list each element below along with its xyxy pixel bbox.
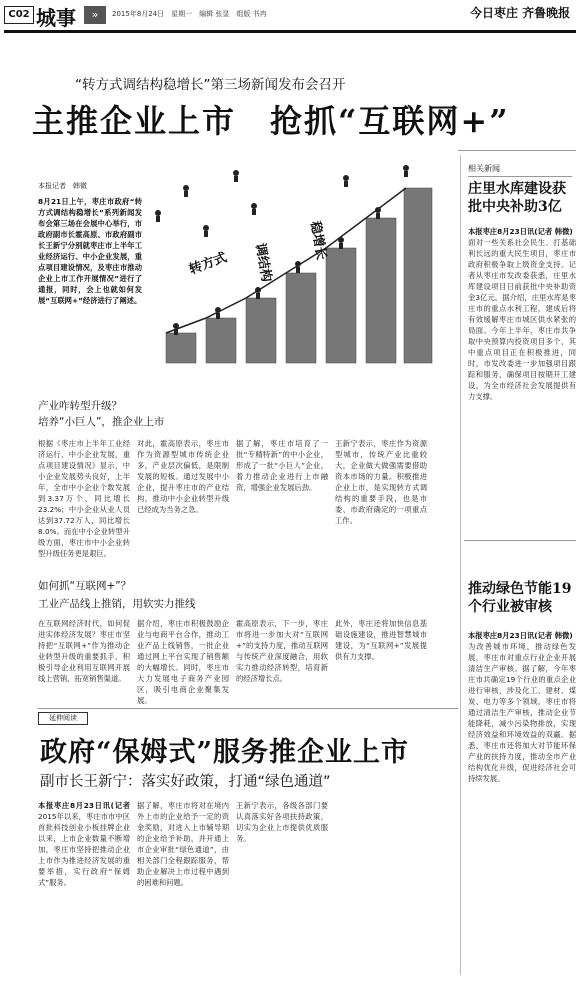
article-col-3: 据了解，枣庄市培育了一批“专精特新”的中小企业，形成了一批“小巨人”企业，着力推动企业进行上市融资，增强企业发展后劲。	[236, 439, 328, 492]
article-col-5: 在互联网经济时代，如何促进实体经济发展？枣庄市坚持把“互联网+”作为推动企业转型升级的重要抓手，积极引导企业利用互联网开展线上营销，拓宽销售渠道。	[38, 619, 130, 683]
article-col-4: 王新宁表示，枣庄作为资源型城市，传统产业比重较大，企业做大做强需要借助资本市场的力量。积极推进企业上市，是实现转方式调结构的重要手段，也是市委、市政府确定的一项重点工作。	[335, 439, 427, 525]
paper-name: 今日枣庄 齐鲁晚报	[470, 6, 571, 20]
related-news-label: 相关新闻	[468, 163, 572, 177]
main-headline: 主推企业上市 抢抓“互联网+”	[32, 102, 510, 140]
article-col-1: 根据《枣庄市上半年工业经济运行、中小企业发展，重点项目建设情况》显示，中小企业发展势头良好，上半年，全市中小企业个数发展到3.37万个，同比增长23.2%；中小企业从业人员达到37.72万人，同比增长8.0%。而在中小企业转型升级方面，枣庄市中小企业转型升级任务更是艰巨。	[38, 439, 130, 558]
sidebar-story2-dateline: 本报枣庄8月23日讯(记者 韩微)	[468, 631, 573, 640]
sidebar-story1-title: 庄里水库建设获批中央补助3亿	[468, 181, 566, 215]
lead-paragraph: 8月21日上午，枣庄市政府“转方式调结构稳增长”系列新闻发布会第三场在会展中心举行，市政府副市长霍高原、市政府副市长王新宁分别就枣庄市上半年工业经济运行、中小企业发展，重点项目建设情况，及枣庄市推动企业上市工作开展情况”进行了通报，同时，会上也就如何发展“互联网+”经济进行了阐述。	[38, 197, 142, 305]
article-col-2: 对此，霍高原表示，枣庄市作为资源型城市传统企业多，产业层次偏低，是限制发展的短板。通过发展中小企业，提升枣庄市的产业结构，推动中小企业转型升级已经成为当务之急。	[137, 439, 229, 514]
article2-col-1: 2015年以来，枣庄市市中区首批科技创业小板挂牌企业以来，上市企业数量不断增加，枣庄市坚持把推动企业上市作为推进经济发展的重要举措，实行政府“保姆式”服务。	[38, 812, 130, 887]
second-headline: 政府“保姆式”服务推企业上市	[40, 737, 410, 768]
subhead-question-1: 产业咋转型升级？	[38, 400, 122, 412]
second-subhead: 副市长王新宁：落实好政策，打通“绿色通道”	[40, 774, 331, 790]
photo-label-3: 稳增长	[307, 220, 329, 262]
extended-reading-tag: 延伸阅读	[38, 712, 88, 725]
photo-label-2: 调结构	[252, 242, 274, 284]
sidebar-story2-title: 推动绿色节能19个行业被审核	[468, 581, 572, 615]
byline-2: 本报枣庄8月23日讯(记者	[38, 801, 130, 810]
photo-label-1: 转方式	[187, 250, 230, 278]
divider	[38, 708, 458, 709]
divider	[458, 150, 576, 151]
article-col-6: 据介绍，枣庄市积极鼓励企业与电商平台合作，推动工业产品上线销售，一批企业通过网上平台实现了销售额的大幅增长。同时，枣庄市大力发展电子商务产业园区，吸引电商企业聚集发展。	[137, 619, 229, 705]
article2-col-3: 王新宁表示，各级各部门要认真落实好各项扶持政策，切实为企业上市提供优质服务。	[236, 801, 328, 843]
page-code: C02	[4, 6, 34, 24]
subhead-answer-2: 工业产品线上推销，用软实力推线	[38, 598, 196, 610]
article-col-7: 霍高原表示，下一步，枣庄市将进一步加大对“互联网+”的支持力度，推动互联网与传统产业深度融合，用软实力推动经济转型，培育新的经济增长点。	[236, 619, 328, 683]
article2-col-2: 据了解，枣庄市将对在境内外上市的企业给予一定的资金奖励，对进入上市辅导期的企业给予补助，并开通上市企业审批“绿色通道”，由相关部门全程跟踪服务，帮助企业解决上市过程中遇到的困难和问题。	[137, 801, 229, 887]
byline: 本报记者 韩微	[38, 182, 87, 190]
kicker: “转方式调结构稳增长”第三场新闻发布会召开	[75, 77, 346, 93]
sidebar-story2-body: 为改善城市环境，推动绿色发展，枣庄市对重点行业企业开展清洁生产审核。据了解，今年枣庄市共确定19个行业的重点企业进行审核，涉及化工、建材、煤炭、电力等多个领域。枣庄市将通过清洁生产审核，推动企业节能降耗，减少污染物排放，实现经济效益和环境效益的双赢。据悉，枣庄市还将加大对节能环保产业的扶持力度，推动全市产业结构优化升级，促进经济社会可持续发展。	[468, 642, 576, 783]
header-rule	[4, 30, 576, 33]
subhead-answer-1: 培养“小巨人”，推企业上市	[38, 416, 165, 428]
divider	[464, 540, 576, 541]
article-col-8: 此外，枣庄还将加快信息基础设施建设，推进智慧城市建设，为“互联网+”发展提供有力支撑。	[335, 619, 427, 661]
growth-illustration	[146, 158, 436, 370]
section-arrow-icon: »	[84, 6, 106, 24]
section-title: 城事	[36, 6, 76, 30]
column-divider	[460, 155, 461, 975]
sidebar-story1-dateline: 本报枣庄8月23日讯(记者 韩微)	[468, 227, 573, 236]
sidebar-story1-body: 面对一些关系社会民生、打基础利长远的重大民生项目，枣庄市政府积极争取上级资金支持。记者从枣庄市发改委获悉，庄里水库建设项目日前获批中央补助资金3亿元。据介绍，庄里水库是枣庄市的重点水利工程，建成后将有效缓解枣庄市城区供水紧张的局面。今年上半年，枣庄市共争取中央预算内投资项目多个，其中重点项目正在积极推进，同时，市发改委进一步加强项目跟踪和服务，确保项目按期开工建设，为全市经济社会发展提供有力支撑。	[468, 238, 576, 401]
issue-meta: 2015年8月24日 星期一 编辑 张显 组版 书冉	[112, 10, 267, 18]
subhead-question-2: 如何抓“互联网+”？	[38, 580, 132, 592]
